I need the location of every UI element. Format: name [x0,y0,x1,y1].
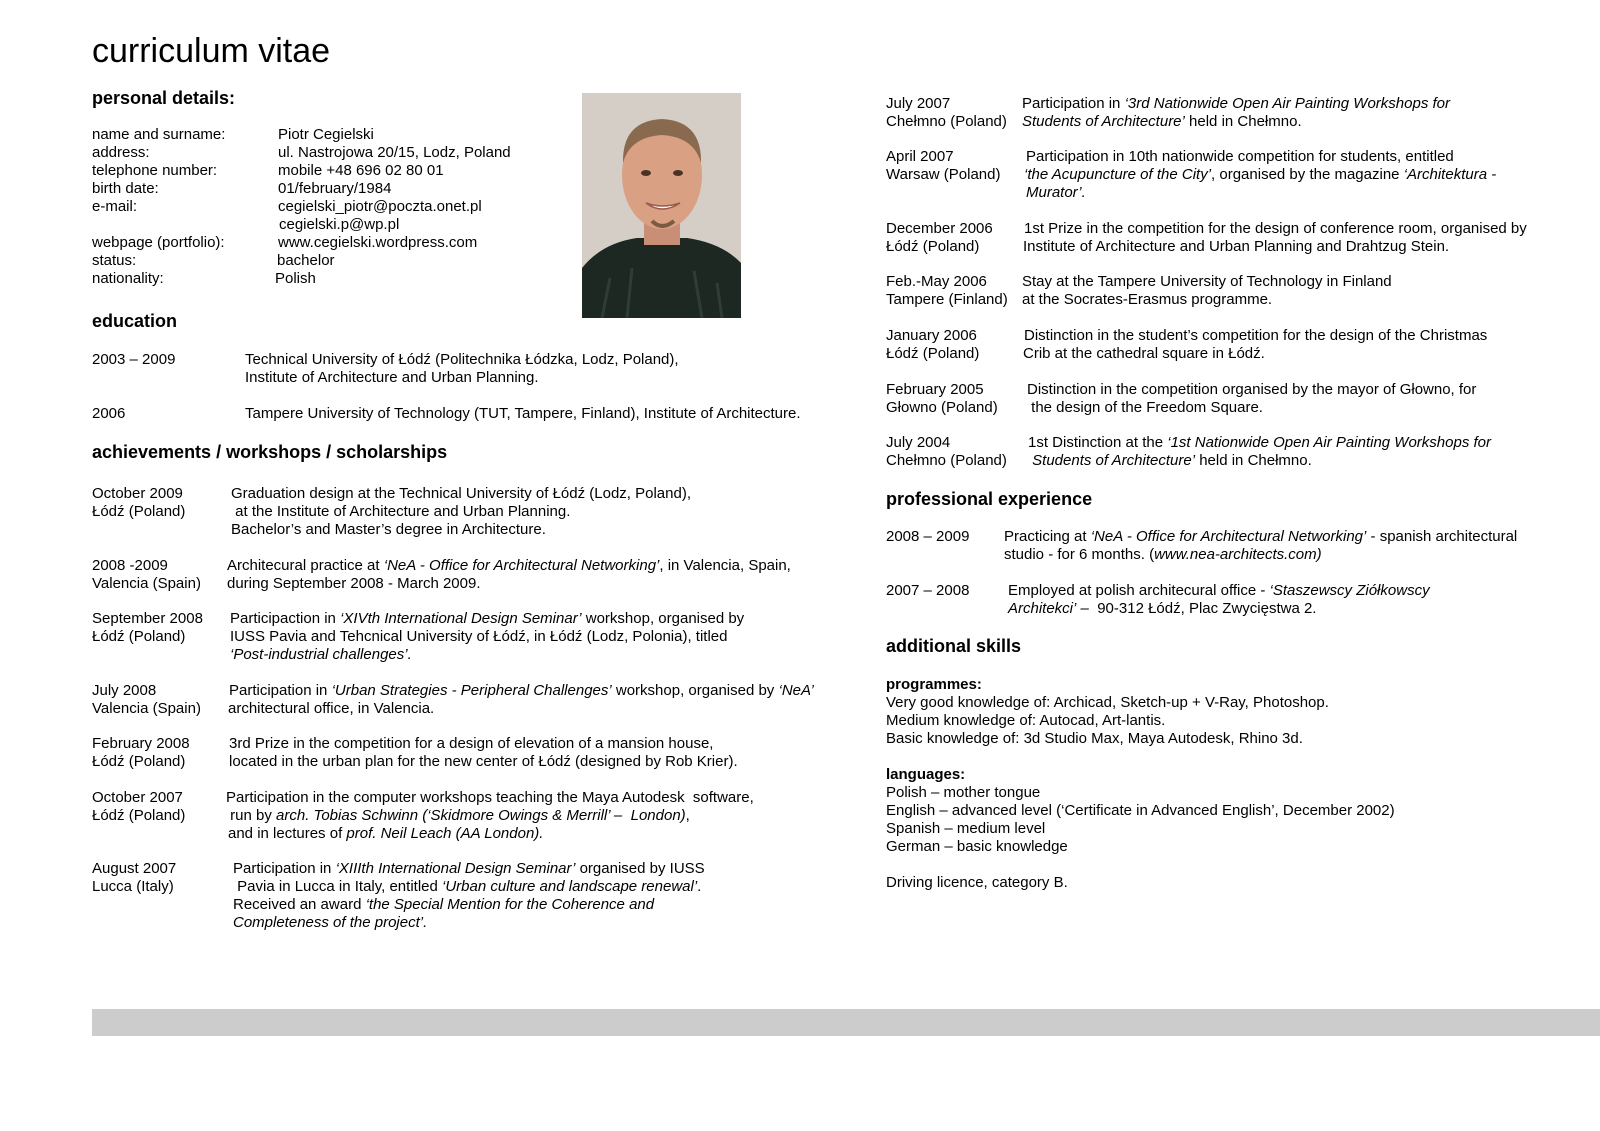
profile-photo [582,93,741,318]
education-date-2: 2006 [92,405,126,422]
ach-place: Valencia (Spain) [92,575,201,592]
ach-place: Valencia (Spain) [92,700,201,717]
language-line: German – basic knowledge [886,838,1068,855]
personal-details-heading: personal details: [92,88,236,108]
ach-date: August 2007 [92,860,177,877]
language-line: Polish – mother tongue [886,784,1041,801]
ach-date: July 2007 [886,95,951,112]
ach-date: September 2008 [92,610,203,627]
ach-text: Stay at the Tampere University of Technology in Finland [1022,273,1392,290]
ach-date: December 2006 [886,220,993,237]
ach-text: and in lectures of prof. Neil Leach (AA London). [228,825,544,842]
ach-text: Distinction in the student’s competition for the design of the Christmas [1024,327,1488,344]
ach-date: 2008 -2009 [92,557,168,574]
ach-place: Chełmno (Poland) [886,113,1007,130]
ach-text: 1st Distinction at the ‘1st Nationwide Open Air Painting Workshops for [1028,434,1491,451]
ach-text: ‘the Acupuncture of the City’, organised by the magazine ‘Architektura - [1024,166,1497,183]
ach-place: Chełmno (Poland) [886,452,1007,469]
ach-text: Participation in ‘Urban Strategies - Peripheral Challenges’ workshop, organised by ‘NeA’ [229,682,814,699]
ach-place: Warsaw (Poland) [886,166,1001,183]
label-status: status: [92,252,137,269]
ach-text: Students of Architecture’ held in Chełmno. [1022,113,1302,130]
language-line: Spanish – medium level [886,820,1046,837]
ach-text: Students of Architecture’ held in Chełmno. [1028,452,1312,469]
education-heading: education [92,311,178,331]
ach-text: Murator’. [1026,184,1086,201]
value-birth-date: 01/february/1984 [278,180,392,197]
ach-text: Participation in ‘XIIIth International Design Seminar’ organised by IUSS [233,860,705,877]
ach-date: January 2006 [886,327,977,344]
programme-line: Very good knowledge of: Archicad, Sketch-up + V-Ray, Photoshop. [886,694,1329,711]
additional-skills-heading: additional skills [886,636,1022,656]
ach-place: Łódź (Poland) [92,503,186,520]
ach-place: Łódź (Poland) [886,238,980,255]
ach-text: Participation in ‘3rd Nationwide Open Air Painting Workshops for [1022,95,1450,112]
ach-date: Feb.-May 2006 [886,273,987,290]
label-address: address: [92,144,150,161]
programmes-heading: programmes: [886,676,982,693]
ach-date: February 2005 [886,381,984,398]
ach-date: February 2008 [92,735,190,752]
job-text: studio - for 6 months. (www.nea-architects.com) [1004,546,1322,563]
professional-experience-heading: professional experience [886,489,1093,509]
ach-text: Graduation design at the Technical University of Łódź (Lodz, Poland), [231,485,691,502]
ach-date: July 2004 [886,434,951,451]
language-line: English – advanced level (‘Certificate in Advanced English’, December 2002) [886,802,1395,819]
portrait-illustration [582,93,741,318]
job-date: 2007 – 2008 [886,582,970,599]
ach-text: Institute of Architecture and Urban Planning and Drahtzug Stein. [1023,238,1450,255]
education-line-1a: Technical University of Łódź (Politechnika Łódzka, Lodz, Poland), [245,351,679,368]
ach-text: Architecural practice at ‘NeA - Office for Architectural Networking’, in Valencia, Spain, [227,557,791,574]
job-date: 2008 – 2009 [886,528,970,545]
job-text: Employed at polish architecural office - ‘Staszewscy Ziółkowscy [1008,582,1430,599]
label-webpage: webpage (portfolio): [92,234,225,251]
education-line-1b: Institute of Architecture and Urban Planning. [245,369,539,386]
programme-line: Basic knowledge of: 3d Studio Max, Maya Autodesk, Rhino 3d. [886,730,1303,747]
value-nationality: Polish [275,270,316,287]
ach-text: architectural office, in Valencia. [228,700,435,717]
ach-place: Łódź (Poland) [92,807,186,824]
label-birth-date: birth date: [92,180,159,197]
ach-place: Łódź (Poland) [92,628,186,645]
ach-text: Participation in 10th nationwide competition for students, entitled [1026,148,1454,165]
label-email: e-mail: [92,198,138,215]
ach-date: October 2009 [92,485,183,502]
value-telephone: mobile +48 696 02 80 01 [278,162,444,179]
driving-licence: Driving licence, category B. [886,874,1068,891]
value-email-1: cegielski_piotr@poczta.onet.pl [278,198,482,215]
ach-date: October 2007 [92,789,183,806]
ach-text: at the Institute of Architecture and Urban Planning. [231,503,571,520]
value-email-2: cegielski.p@wp.pl [279,216,400,233]
ach-text: 1st Prize in the competition for the design of conference room, organised by [1024,220,1527,237]
ach-text: Bachelor’s and Master’s degree in Architecture. [231,521,546,538]
ach-text: the design of the Freedom Square. [1027,399,1263,416]
education-line-2a: Tampere University of Technology (TUT, Tampere, Finland), Institute of Architecture. [245,405,801,422]
label-nationality: nationality: [92,270,164,287]
skills-block [886,676,1395,892]
education-date-1: 2003 – 2009 [92,351,176,368]
ach-text: run by arch. Tobias Schwinn (‘Skidmore Owings & Merrill’ – London), [226,807,690,824]
ach-text: located in the urban plan for the new center of Łódź (designed by Rob Krier). [229,753,738,770]
ach-place: Głowno (Poland) [886,399,998,416]
ach-text: Completeness of the project’. [233,914,428,931]
ach-text: Received an award ‘the Special Mention for the Coherence and [233,896,655,913]
job-text: Architekci’ – 90-312 Łódź, Plac Zwycięstwa 2. [1008,600,1317,617]
ach-text: Pavia in Lucca in Italy, entitled ‘Urban culture and landscape renewal’. [233,878,702,895]
languages-heading: languages: [886,766,966,783]
label-name: name and surname: [92,126,226,143]
value-webpage: www.cegielski.wordpress.com [278,234,478,251]
ach-date: April 2007 [886,148,954,165]
ach-place: Łódź (Poland) [92,753,186,770]
footer-bar [92,1009,1600,1036]
ach-text: 3rd Prize in the competition for a design of elevation of a mansion house, [229,735,714,752]
value-name: Piotr Cegielski [278,126,374,143]
page-title: curriculum vitae [92,32,331,70]
programme-line: Medium knowledge of: Autocad, Art-lantis. [886,712,1166,729]
value-address: ul. Nastrojowa 20/15, Lodz, Poland [278,144,511,161]
job-text: Practicing at ‘NeA - Office for Architectural Networking’ - spanish architectural [1004,528,1518,545]
ach-place: Lucca (Italy) [92,878,174,895]
ach-place: Tampere (Finland) [886,291,1008,308]
ach-date: July 2008 [92,682,157,699]
label-telephone: telephone number: [92,162,218,179]
personal-details-table [92,126,511,288]
ach-text: at the Socrates-Erasmus programme. [1022,291,1273,308]
ach-text: Distinction in the competition organised by the mayor of Głowno, for [1027,381,1477,398]
ach-text: IUSS Pavia and Tehcnical University of Łódź, in Łódź (Lodz, Polonia), titled [230,628,728,645]
value-status: bachelor [277,252,335,269]
achievements-heading: achievements / workshops / scholarships [92,442,448,462]
ach-text: Participaction in ‘XIVth International Design Seminar’ workshop, organised by [230,610,745,627]
ach-text: ‘Post-industrial challenges’. [230,646,412,663]
ach-text: during September 2008 - March 2009. [227,575,481,592]
ach-place: Łódź (Poland) [886,345,980,362]
ach-text: Participation in the computer workshops teaching the Maya Autodesk software, [226,789,754,806]
ach-text: Crib at the cathedral square in Łódź. [1023,345,1265,362]
